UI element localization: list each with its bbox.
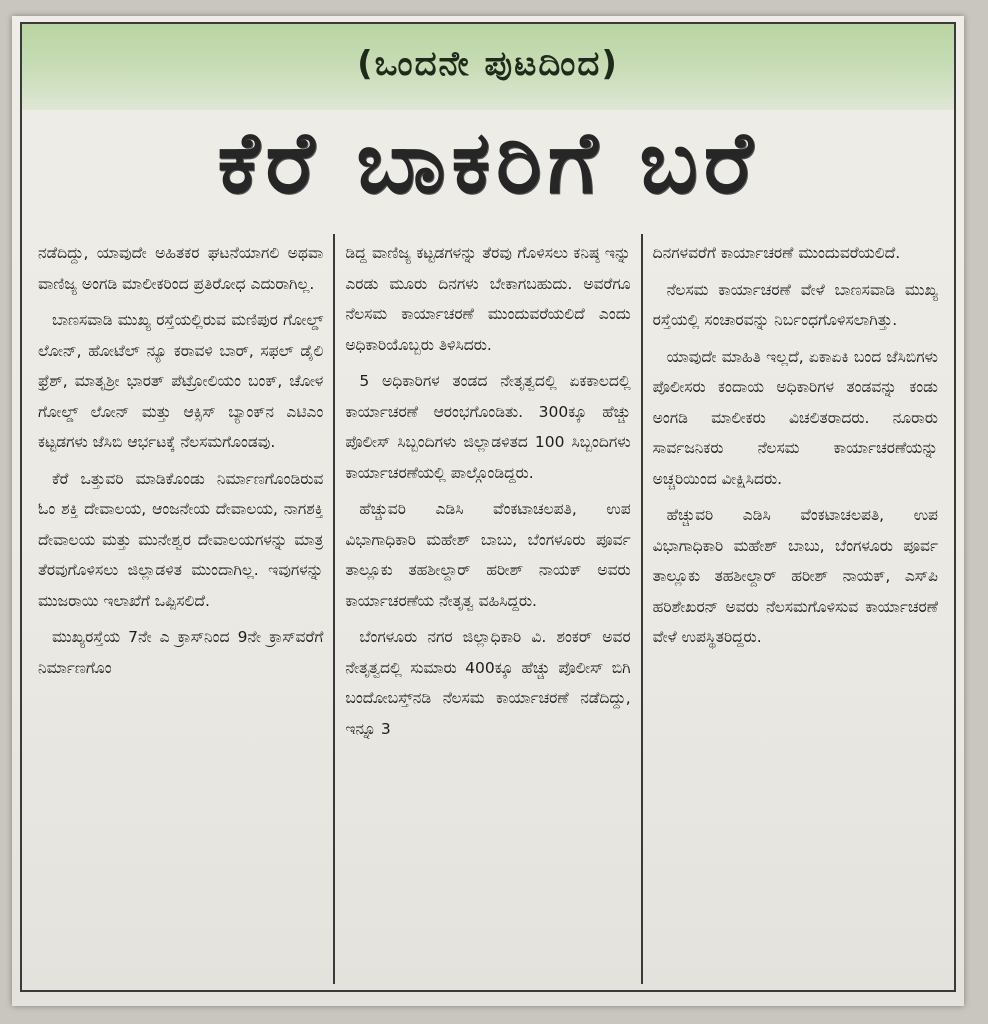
paragraph: 5 ಅಧಿಕಾರಿಗಳ ತಂಡದ ನೇತೃತ್ವದಲ್ಲಿ ಏಕಕಾಲದಲ್ಲಿ ಕಾರ್ಯಾಚರಣೆ ಆರಂಭಗೊಂಡಿತು. 300ಕ್ಕೂ ಹೆಚ್ಚು ಪೊಲೀಸ್ ಸಿಬ್ಬಂದಿಗಳು ಜಿಲ್ಲಾಡಳಿತದ 100 ಸಿಬ್ಬಂದಿಗಳು ಕಾರ್ಯಾಚರಣೆಯಲ್ಲಿ ಪಾಲ್ಗೊಂಡಿದ್ದರು.: [345, 372, 631, 482]
article-kicker: (ಒಂದನೇ ಪುಟದಿಂದ): [357, 44, 619, 84]
paragraph: ಹೆಚ್ಚುವರಿ ಎಡಿಸಿ ವೆಂಕಟಾಚಲಪತಿ, ಉಪ ವಿಭಾಗಾಧಿಕಾರಿ ಮಹೇಶ್ ಬಾಬು, ಬೆಂಗಳೂರು ಪೂರ್ವ ತಾಲ್ಲೂಕು ತಹಶೀಲ್ದಾರ್ ಹರೀಶ್ ನಾಯಕ್, ಎಸ್‌ಪಿ ಹರಿಶೇಖರನ್ ಅವರು ನೆಲಸಮಗೊಳಿಸುವ ಕಾರ್ಯಾಚರಣೆ ವೇಳೆ ಉಪಸ್ಥಿತರಿದ್ದರು.: [652, 506, 938, 646]
paragraph: ನೆಲಸಮ ಕಾರ್ಯಾಚರಣೆ ವೇಳೆ ಬಾಣಸವಾಡಿ ಮುಖ್ಯ ರಸ್ತೆಯಲ್ಲಿ ಸಂಚಾರವನ್ನು ನಿರ್ಬಂಧಗೊಳಿಸಲಾಗಿತ್ತು.: [652, 280, 938, 329]
paragraph: ನಡೆದಿದ್ದು, ಯಾವುದೇ ಅಹಿತಕರ ಘಟನೆಯಾಗಲಿ ಅಥವಾ ವಾಣಿಜ್ಯ ಅಂಗಡಿ ಮಾಲೀಕರಿಂದ ಪ್ರತಿರೋಧ ಎದುರಾಗಿಲ್ಲ.: [38, 244, 324, 293]
paragraph: ಡಿದ್ದ ವಾಣಿಜ್ಯ ಕಟ್ಟಡಗಳನ್ನು ತೆರವು ಗೊಳಿಸಲು ಕನಿಷ್ಠ ಇನ್ನು ಎರಡು ಮೂರು ದಿನಗಳು ಬೇಕಾಗಬಹುದು. ಅವರೆಗೂ ನೆಲಸಮ ಕಾರ್ಯಾಚರಣೆ ಮುಂದುವರೆಯಲಿದೆ ಎಂದು ಅಧಿಕಾರಿಯೊಬ್ಬರು ತಿಳಿಸಿದರು.: [345, 244, 631, 354]
paragraph: ಯಾವುದೇ ಮಾಹಿತಿ ಇಲ್ಲದೆ, ಏಕಾಏಕಿ ಬಂದ ಜೆಸಿಬಿಗಳು ಪೊಲೀಸರು ಕಂದಾಯ ಅಧಿಕಾರಿಗಳ ತಂಡವನ್ನು ಕಂಡು ಅಂಗಡಿ ಮಾಲೀಕರು ವಿಚಲಿತರಾದರು. ನೂರಾರು ಸಾರ್ವಜನಿಕರು ನೆಲಸಮ ಕಾರ್ಯಾಚರಣೆಯನ್ನು ಅಚ್ಚರಿಯಿಂದ ವೀಕ್ಷಿಸಿದರು.: [652, 347, 938, 488]
article-body: [28, 234, 948, 984]
paragraph: ಹೆಚ್ಚುವರಿ ಎಡಿಸಿ ವೆಂಕಟಾಚಲಪತಿ, ಉಪ ವಿಭಾಗಾಧಿಕಾರಿ ಮಹೇಶ್ ಬಾಬು, ಬೆಂಗಳೂರು ಪೂರ್ವ ತಾಲ್ಲೂಕು ತಹಶೀಲ್ದಾರ್ ಹರೀಶ್ ನಾಯಕ್ ಅವರು ಕಾರ್ಯಾಚರಣೆಯ ನೇತೃತ್ವ ವಹಿಸಿದ್ದರು.: [345, 500, 631, 610]
article-headline: ಕೆರೆ ಬಾಕರಿಗೆ ಬರೆ: [217, 113, 759, 213]
article-column-2: [333, 234, 640, 984]
article-frame: [20, 22, 956, 992]
newspaper-clipping: [12, 16, 964, 1006]
article-column-1: [28, 234, 333, 984]
article-column-3: [641, 234, 948, 984]
paragraph: ಬೆಂಗಳೂರು ನಗರ ಜಿಲ್ಲಾಧಿಕಾರಿ ವಿ. ಶಂಕರ್ ಅವರ ನೇತೃತ್ವದಲ್ಲಿ ಸುಮಾರು 400ಕ್ಕೂ ಹೆಚ್ಚು ಪೊಲೀಸ್ ಬಿಗಿ ಬಂದೋಬಸ್ತ್‌ನಡಿ ನೆಲಸಮ ಕಾರ್ಯಾಚರಣೆ ನಡೆದಿದ್ದು, ಇನ್ನೂ 3: [345, 628, 631, 738]
paragraph: ದಿನಗಳವರೆಗೆ ಕಾರ್ಯಾಚರಣೆ ಮುಂದುವರೆಯಲಿದೆ.: [652, 244, 901, 262]
paragraph: ಮುಖ್ಯರಸ್ತೆಯ 7ನೇ ಎ ಕ್ರಾಸ್‌ನಿಂದ 9ನೇ ಕ್ರಾಸ್‌ವರೆಗೆ ನಿರ್ಮಾಣಗೊಂ: [38, 628, 324, 677]
paragraph: ಬಾಣಸವಾಡಿ ಮುಖ್ಯ ರಸ್ತೆಯಲ್ಲಿರುವ ಮಣಿಪುರ ಗೋಲ್ಡ್ ಲೋನ್, ಹೋಟೆಲ್ ನ್ಯೂ ಕರಾವಳಿ ಬಾರ್, ಸಫಲ್ ಡೈಲಿ ಫ್ರೆಶ್, ಮಾತೃಶ್ರೀ ಭಾರತ್ ಪೆಟ್ರೋಲಿಯಂ ಬಂಕ್, ಚೋಳ ಗೋಲ್ಡ್ ಲೋನ್ ಮತ್ತು ಆಕ್ಸಿಸ್ ಬ್ಯಾಂಕ್‌ನ ಎಟಿಎಂ ಕಟ್ಟಡಗಳು ಜೆಸಿಬಿ ಆರ್ಭಟಕ್ಕೆ ನೆಲಸಮಗೊಂಡವು.: [38, 311, 324, 451]
paragraph: ಕೆರೆ ಒತ್ತುವರಿ ಮಾಡಿಕೊಂಡು ನಿರ್ಮಾಣಗೊಂಡಿರುವ ಓಂ ಶಕ್ತಿ ದೇವಾಲಯ, ಆಂಜನೇಯ ದೇವಾಲಯ, ನಾಗಶಕ್ತಿ ದೇವಾಲಯ ಮತ್ತು ಮುನೇಶ್ವರ ದೇವಾಲಯಗಳನ್ನು ಮಾತ್ರ ತೆರವುಗೊಳಿಸಲು ಜಿಲ್ಲಾಡಳಿತ ಮುಂದಾಗಿಲ್ಲ. ಇವುಗಳನ್ನು ಮುಜರಾಯಿ ಇಲಾಖೆಗೆ ಒಪ್ಪಿಸಲಿದೆ.: [38, 469, 324, 610]
